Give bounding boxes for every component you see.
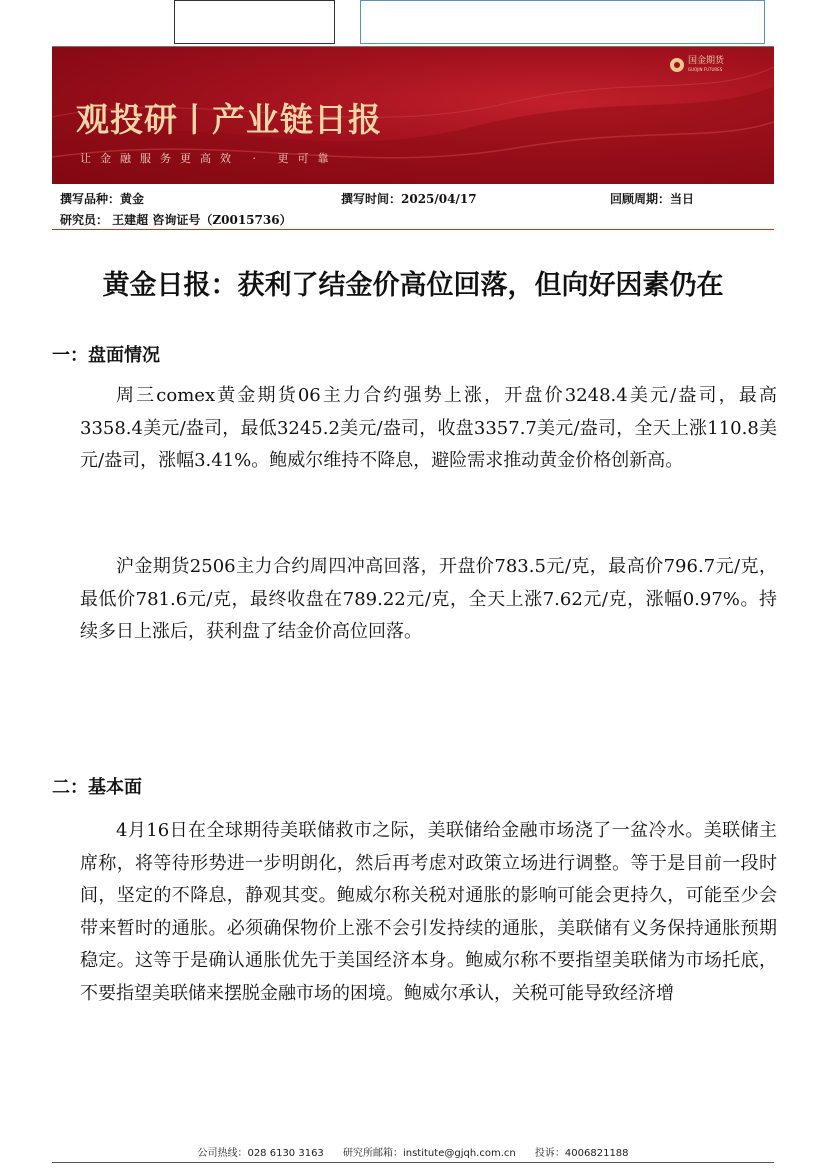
meta-time: 撰写时间：2025/04/17 — [341, 192, 477, 206]
banner-slogan: 让金融服务更高效 · 更可靠 — [80, 152, 338, 165]
meta-divider — [52, 229, 774, 230]
banner-title: 观投研丨产业链日报 — [76, 100, 382, 139]
footer-email: 研究所邮箱：institute@gjqh.com.cn — [342, 1148, 516, 1159]
header-box-left — [174, 0, 335, 44]
footer-rule — [52, 1162, 774, 1163]
report-banner — [52, 47, 774, 184]
paragraph-shfe: 沪金期货2506主力合约周四冲高回落，开盘价783.5元/克，最高价796.7元/克，最低价781.6元/克，最终收盘在789.22元/克，全天上涨7.62元/克，涨幅0.97%。持续多日上涨后，获利盘了结金价高位回落。 — [80, 556, 777, 642]
paragraph-comex: 周三comex黄金期货06主力合约强势上涨，开盘价3248.4美元/盎司，最高3358.4美元/盎司，最低3245.2美元/盎司，收盘3357.7美元/盎司，全天上涨110.8美元/盎司，涨幅3.41%。鲍威尔维持不降息，避险需求推动黄金价格创新高。 — [80, 385, 777, 471]
paragraph-fed: 4月16日在全球期待美联储救市之际，美联储给金融市场浇了一盆冷水。美联储主席称，将等待形势进一步明朗化，然后再考虑对政策立场进行调整。等于是目前一段时间，坚定的不降息，静观其变。鲍威尔称关税对通胀的影响可能会更持久，可能至少会带来暂时的通胀。必须确保物价上涨不会引发持续的通胀，美联储有义务保持通胀预期稳定。这等于是确认通胀优先于美国经济本身。鲍威尔称不要指望美联储为市场托底，不要指望美联储来摆脱金融市场的困境。鲍威尔承认，关税可能导致经济增 — [80, 820, 777, 1004]
section-heading-market: 一：盘面情况 — [52, 345, 160, 366]
meta-period: 回顾周期：当日 — [610, 192, 695, 206]
logo-name-en: GUOJIN FUTURES — [687, 67, 723, 72]
meta-researcher: 研究员： 王建超 咨询证号（Z0015736） — [60, 213, 292, 227]
logo-mark-icon — [670, 58, 684, 72]
logo-name: 国金期货 — [687, 56, 724, 66]
header-box-right — [360, 0, 765, 44]
footer-hotline: 公司热线：028 6130 3163 — [197, 1148, 324, 1159]
page-footer — [0, 1144, 826, 1159]
section-heading-fundamentals: 二：基本面 — [52, 777, 142, 798]
footer-complaint: 投诉：4006821188 — [534, 1148, 629, 1159]
company-logo — [670, 57, 724, 72]
document-title: 黄金日报：获利了结金价高位回落，但向好因素仍在 — [102, 270, 724, 301]
meta-variety: 撰写品种：黄金 — [60, 192, 145, 206]
